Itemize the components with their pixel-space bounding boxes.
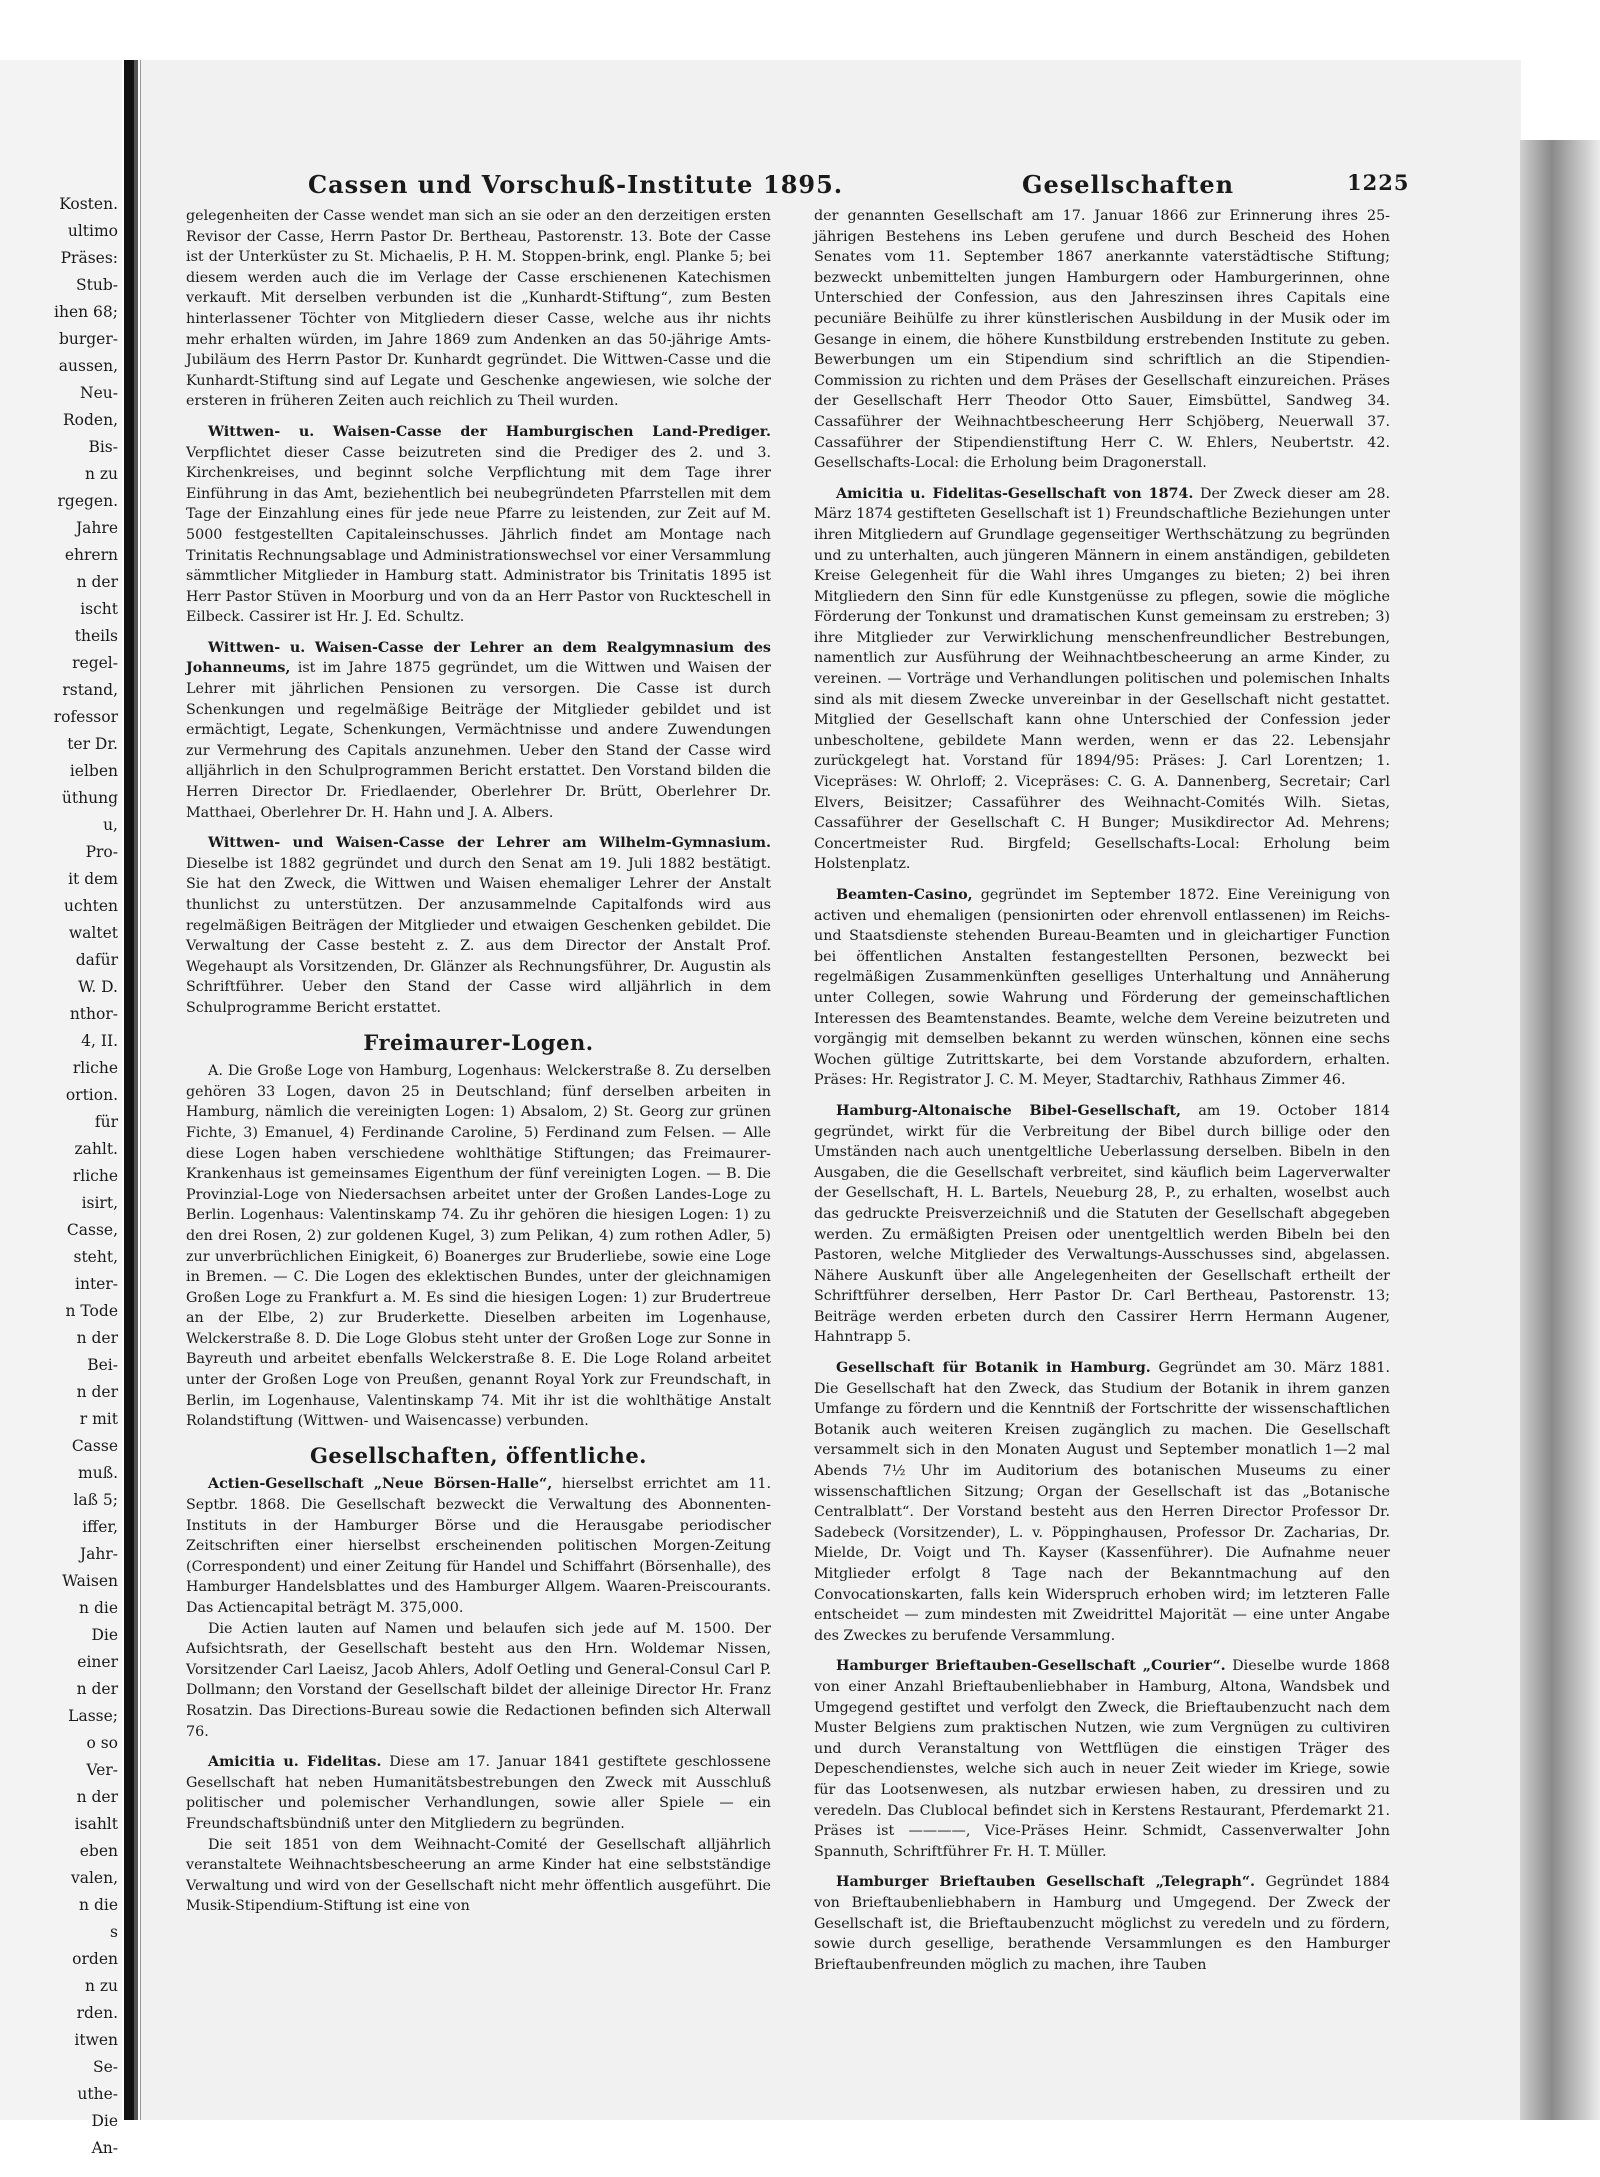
facing-page-text-fragment: Bei- (87, 1356, 118, 1374)
facing-page-text-fragment: rofessor (53, 708, 118, 726)
facing-page-text-fragment: n Tode (65, 1302, 118, 1320)
facing-page-text-fragment: Pro- (85, 843, 118, 861)
facing-page-text-fragment: Se- (92, 2058, 118, 2076)
facing-page-text-fragment: laß 5; (73, 1491, 118, 1509)
facing-page-text-fragment: W. D. (78, 978, 118, 996)
facing-page-text-fragment: Ver- (86, 1761, 118, 1779)
entry-body: hierselbst errichtet am 11. Septbr. 1868. Die Gesellschaft bezweckt die Verwaltung des Abonnenten-Instituts in der Hamburger Börse und die Herausgabe periodischer Zeitschriften einer hierselbst erscheinenden politischen Morgen-Zeitung (Correspondent) und einer Zeitung für Handel und Schiffahrt (Börsenhalle), des Hamburger Handelsblattes und des Hamburger Allgem. Waaren-Preiscourants. Das Actiencapital beträgt M. 375,000. (186, 1476, 771, 1616)
entry (814, 1101, 1390, 1348)
facing-page-text-fragment: Casse, (66, 1221, 118, 1239)
facing-page-text-fragment: orden (72, 1950, 118, 1968)
entry-body: gegründet im September 1872. Eine Vereinigung von activen und ehemaligen (pensionirten oder ehrenvoll entlassenen) im Reichs- und Staatsdienste stehenden Bureau-Beamten und in gleichartiger Function bei öffentlichen Anstalten festangestellten Personen, bezweckt bei regelmäßigen Zusammenkünften geselliges Unterhaltung und Annäherung unter Collegen, sowie Wahrung und Förderung der gemeinschaftlichen Interessen des Beamtenstandes. Beamte, welche dem Vereine beizutreten und vorgängig mit demselben bekannt zu werden wünschen, können eine sechs Wochen gültige Zutrittskarte, bei dem Vorstande abzufordern, erhalten. Präses: Hr. Registrator J. C. M. Meyer, Stadtarchiv, Rathhaus Zimmer 46. (814, 887, 1391, 1089)
facing-page-text-fragment: für (94, 1113, 118, 1131)
facing-page-text-fragment: muß. (78, 1464, 118, 1482)
facing-page-text-fragment: inter- (75, 1275, 118, 1293)
facing-page-text-fragment: valen, (70, 1869, 118, 1887)
facing-page-text-fragment: rden. (76, 2004, 118, 2022)
facing-page-text-fragment: Casse (71, 1437, 118, 1455)
entry (814, 1656, 1390, 1862)
facing-page-text-fragment: Lasse; (68, 1707, 118, 1725)
facing-page-text-fragment: Waisen (62, 1572, 118, 1590)
entry (186, 638, 771, 823)
facing-page-text-fragment: rliche (72, 1059, 118, 1077)
entry-title: Hamburger Brieftauben Gesellschaft „Telegraph“. (836, 1874, 1256, 1891)
facing-page-text-fragment: ielben (69, 762, 118, 780)
page-number: 1225 (1347, 170, 1410, 195)
facing-page-text-fragment: regel- (72, 654, 118, 672)
facing-page-text-fragment: zahlt. (74, 1140, 118, 1158)
facing-page-text-fragment: eben (79, 1842, 118, 1860)
facing-page-text-fragment: s (110, 1923, 118, 1941)
facing-page-text-fragment: isirt, (81, 1194, 118, 1212)
facing-page-text-fragment: isahlt (74, 1815, 118, 1833)
facing-page-text-fragment: itwen (74, 2031, 118, 2049)
entry-title: Gesellschaft für Botanik in Hamburg. (836, 1360, 1151, 1377)
facing-page-text-fragment: rgegen. (57, 492, 118, 510)
facing-page-text-fragment: u, (103, 816, 118, 834)
entry-title: Beamten-Casino, (836, 887, 973, 903)
facing-page-text-fragment: n der (76, 573, 118, 591)
facing-page-text-fragment: uchten (63, 897, 118, 915)
facing-page-text-fragment: Neu- (80, 384, 118, 402)
entry (186, 422, 771, 628)
facing-page-text-fragment: üthung (61, 789, 118, 807)
facing-page-text-fragment: o so (86, 1734, 118, 1752)
entry (186, 1752, 771, 1834)
entry-title: Amicitia u. Fidelitas. (208, 1754, 382, 1771)
facing-page-text-fragment: nthor- (69, 1005, 118, 1023)
entry-body: am 19. October 1814 gegründet, wirkt für die Verbreitung der Bibel durch billige oder den Umständen nach auch unentgeltliche Ueberlassung derselben. Bibeln in den Ausgaben, die die Gesellschaft verbreitet, sind käuflich beim Lagerverwalter der Gesellschaft, H. L. Bartels, Neueburg 28, P., zu erhalten, woselbst auch das gedruckte Preisverzeichniß und die Statuten der Gesellschaft abgegeben werden. Zu ermäßigten Preisen oder unentgeltlich werden Bibeln bei den Pastoren, welche Mitglieder des Verwaltungs-Ausschusses sind, abgelassen. Nähere Auskunft über alle Angelegenheiten der Gesellschaft ertheilt der Schriftführer derselben, Herr Pastor Dr. Carl Bertheau, Pastorenstr. 13; Beiträge werden erbeten durch den Cassirer Herrn Hermann Augener, Hahntrapp 5. (814, 1102, 1390, 1346)
facing-page-text-fragment: n die (79, 1896, 118, 1914)
entry-body: Die seit 1851 von dem Weihnacht-Comité der Gesellschaft alljährlich veranstaltete Weihnachtsbescheerung an arme Kinder hat eine selbstständige Verwaltung und wird von der Gesellschaft nicht mehr öffentlich ausgeführt. Die Musik-Stipendium-Stiftung ist eine von (186, 1836, 771, 1915)
facing-page-text-fragment: Jahr- (79, 1545, 118, 1563)
entry-body: Verpflichtet dieser Casse beizutreten sind die Prediger des 2. und 3. Kirchenkreises, und beginnt solche Verpflichtung mit dem Tage ihrer Einführung in das Amt, beziehentlich bei neubegründeten Pfarrstellen mit dem Tage der Einzahlung eines für jede neue Pfarre zu leistenden, zur Zeit auf M. 5000 festgestellten Capitaleinschusses. Jährlich findet am Montage nach Trinitatis Rechnungsablage und Administrationswechsel vor einer Versammlung sämmtlicher Mitglieder in Hamburg statt. Administrator bis Trinitatis 1895 ist Herr Pastor Stüven in Moorburg und von da an Herr Pastor von Ruckteschell in Eilbeck. Cassirer ist Hr. J. Ed. Schultz. (186, 444, 771, 626)
right-column (814, 206, 1390, 1975)
entry (814, 1872, 1390, 1975)
facing-page-text-fragment: Roden, (62, 411, 118, 429)
facing-page-text-fragment: ter Dr. (67, 735, 118, 753)
facing-page-text-fragment: 4, II. (81, 1032, 118, 1050)
entry-body: Dieselbe wurde 1868 von einer Anzahl Brieftaubenliebhaber in Hamburg, Altona, Wandsbek und Umgegend gestiftet und verfolgt den Zweck, die Brieftaubenzucht nach dem Muster Belgiens zum praktischen Nutzen, wie zum Vergnügen zu cultiviren und durch Veranstaltung von Wettflügen die einstigen Träger des Depeschendienstes, welche sich auch in neuer Zeit wieder im Kriege, sowie für das Lootsenwesen, als nutzbar erwiesen haben, zu dressiren und zu veredeln. Das Clublocal befindet sich in Kerstens Restaurant, Pferdemarkt 21. Präses ist ————, Vice-Präses Heinr. Schmidt, Cassenverwalter John Spannuth, Schriftführer Fr. H. T. Müller. (814, 1658, 1390, 1860)
running-head-left: Cassen und Vorschuß-Institute (308, 170, 754, 199)
facing-page-text-fragment: n der (76, 1329, 118, 1347)
facing-page-text-fragment: An- (91, 2139, 118, 2157)
facing-page-text-fragment: Die (91, 1626, 118, 1644)
facing-page-text-fragment: n zu (84, 1977, 118, 1995)
facing-page-text-fragment: uthe- (77, 2085, 118, 2103)
facing-page-text-fragment: Stub- (76, 276, 118, 294)
facing-page-text-fragment: n der (76, 1788, 118, 1806)
facing-page-text-fragment: rstand, (62, 681, 118, 699)
facing-page-text-fragment: ehrern (64, 546, 118, 564)
entry (814, 885, 1390, 1091)
running-head-year: 1895. (763, 170, 844, 199)
entry-title: Actien-Gesellschaft „Neue Börsen-Halle“, (208, 1476, 553, 1493)
facing-page-text-fragment: n zu (84, 465, 118, 483)
facing-page-text-fragment: aussen, (58, 357, 118, 375)
facing-page-text-fragment: Bis- (88, 438, 118, 456)
facing-page-text-fragment: r mit (79, 1410, 118, 1428)
facing-page-text-fragment: n der (76, 1383, 118, 1401)
entry (186, 833, 771, 1018)
facing-page-text-fragment: waltet (68, 924, 118, 942)
facing-page-text-fragment: n der (76, 1680, 118, 1698)
entry-body: ist im Jahre 1875 gegründet, um die Wittwen und Waisen der Lehrer mit jährlichen Pensionen zu versorgen. Die Casse ist durch Schenkungen und regelmäßige Beiträge der Mitglieder gebildet und ist ermächtigt, Legate, Schenkungen, Vermächtnisse und andere Zuwendungen zur Vermehrung des Capitals anzunehmen. Ueber den Stand der Casse wird alljährlich in den Schulprogrammen Bericht erstattet. Den Vorstand bilden die Herren Director Dr. Friedlaender, Oberlehrer Dr. Brütt, Oberlehrer Dr. Matthaei, Oberlehrer Dr. H. Hahn und J. A. Albers. (186, 660, 771, 821)
facing-page-text-fragment: iffer, (82, 1518, 118, 1536)
facing-page-text-fragment: ortion. (65, 1086, 118, 1104)
facing-page-text-fragment: ischt (80, 600, 118, 618)
entry-body: A. Die Große Loge von Hamburg, Logenhaus: Welckerstraße 8. Zu derselben gehören 33 Logen, davon 25 in Deutschland; fünf derselben arbeiten in Hamburg, nämlich die vereinigten Logen: 1) Absalom, 2) St. Georg zur grünen Fichte, 3) Emanuel, 4) Ferdinande Caroline, 5) Ferdinand zum Felsen. — Alle diese Logen haben verschiedene wohlthätige Stiftungen; das Freimaurer-Krankenhaus ist gemeinsames Eigenthum der fünf vereinigten Logen. — B. Die Provinzial-Loge von Niedersachsen arbeitet unter der Großen Landes-Loge zu Berlin. Logenhaus: Valentinskamp 74. Zu ihr gehören die hiesigen Logen: 1) zu den drei Rosen, 2) zur goldenen Kugel, 3) zum Pelikan, 4) zum rothen Adler, 5) zur unverbrüchlichen Einigkeit, 6) Boanerges zur Bruderliebe, sowie eine Loge in Bremen. — C. Die Logen des eklektischen Bundes, unter der gleichnamigen Großen Loge zu Frankfurt a. M. Es sind die hiesigen Logen: 1) zur Brudertreue an der Elbe, 2) zur Bruderkette. Dieselben arbeiten im Logenhause, Welckerstraße 8. D. Die Loge Globus steht unter der Großen Loge zur Sonne in Bayreuth und arbeitet ebenfalls Welckerstraße 8. E. Die Loge Roland arbeitet unter der Großen Loge von Preußen, genannt Royal York zur Freundschaft, in Berlin, im Logenhause, Valentinskamp 74. Mit ihr ist die wohlthätige Anstalt Rolandstiftung (Wittwen- und Waisencasse) verbunden. (186, 1063, 771, 1430)
facing-page-text-fragment: rliche (72, 1167, 118, 1185)
facing-page-text-fragment: Kosten. (59, 195, 118, 213)
entry (186, 1474, 771, 1618)
entry-body: Der Zweck dieser am 28. März 1874 gestifteten Gesellschaft ist 1) Freundschaftliche Beziehungen unter ihren Mitgliedern auf Grundlage gegenseitiger Werthschätzung zu begründen und zu unterhalten, auch jüngeren Männern in einem anständigen, gebildeten Kreise Gelegenheit für die Wahl ihres Umganges zu bieten; 2) bei ihren Mitgliedern den Sinn für edle Kunstgenüsse zu pflegen, sowie die mögliche Förderung der Tonkunst und dramatischen Kunst gemeinsam zu erstreben; 3) ihre Mitglieder zur Verwirklichung menschenfreundlicher Bestrebungen, namentlich zur Ausführung der Weihnachtbescheerung an arme Kinder, zu vereinen. — Vorträge und Verhandlungen politischen und polemischen Inhalts sind als mit diesem Zwecke unvereinbar in der Gesellschaft nicht gestattet. Mitglied der Gesellschaft kann ohne Unterschied der Confession jeder unbescholtene, gebildete Mann werden, wenn er das 22. Lebensjahr zurückgelegt hat. Vorstand für 1894/95: Präses: J. Carl Lorentzen; 1. Vicepräses: W. Ohrloff; 2. Vicepräses: C. G. A. Dannenberg, Secretair; Carl Elvers, Beisitzer; Cassaführer des Weihnacht-Comités Wilh. Sietas, Cassaführer der Gesellschaft C. H Bunger; Musikdirector Ad. Mehrens; Concertmeister Rud. Birgfeld; Gesellschafts-Local: Erholung beim Holstenplatz. (814, 485, 1391, 873)
left-column (186, 206, 771, 1917)
entry-title: Wittwen- und Waisen-Casse der Lehrer am Wilhelm-Gymnasium. (208, 835, 771, 852)
facing-page-text-fragment: Die (91, 2112, 118, 2130)
page-edge (1520, 140, 1600, 2120)
entry-title: Wittwen- u. Waisen-Casse der Hamburgischen Land-Prediger. (208, 423, 771, 440)
section-heading: Gesellschaften, öffentliche. (310, 1442, 647, 1468)
entry-title: Hamburg-Altonaische Bibel-Gesellschaft, (836, 1102, 1181, 1119)
facing-page-text-fragment: ultimo (67, 222, 118, 240)
facing-page-text-fragment: it dem (68, 870, 118, 888)
entry (814, 484, 1390, 875)
entry-title: Amicitia u. Fidelitas-Gesellschaft von 1874. (836, 485, 1194, 502)
entry-title: Wittwen- u. Waisen-Casse der Lehrer an dem Realgymnasium des Johanneums, (186, 639, 771, 677)
book-gutter-shadow (134, 60, 138, 2120)
facing-page-text-fragment: Jahre (75, 519, 118, 537)
facing-page-text-fragment: theils (74, 627, 118, 645)
facing-page-text-fragment: burger- (58, 330, 118, 348)
entry-body: Gegründet 1884 von Brieftaubenliebhabern in Hamburg und Umgegend. Der Zweck der Gesellschaft ist, die Brieftaubenzucht möglichst zu veredeln und zu fördern, sowie durch gesellige, berathende Versammlungen es den Hamburger Brieftaubenfreunden möglich zu machen, ihre Tauben (814, 1874, 1391, 1973)
facing-page-text-fragment: Präses: (60, 249, 118, 267)
facing-page-text-fragment: einer (77, 1653, 118, 1671)
facing-page-text-fragment: ihen 68; (54, 303, 118, 321)
entry-body: Die Actien lauten auf Namen und belaufen sich jede auf M. 1500. Der Aufsichtsrath, der Gesellschaft besteht aus den Hrn. Woldemar Nissen, Vorsitzender Carl Laeisz, Jacob Ahlers, Adolf Oetling und General-Consul Carl P. Dollmann; den Vorstand der Gesellschaft bildet der alleinige Director Hr. Franz Rosatzin. Das Directions-Bureau sowie die Redactionen befinden sich Alterwall 76. (186, 1620, 771, 1740)
entry-body: Diese am 17. Januar 1841 gestiftete geschlossene Gesellschaft hat neben Humanitätsbestrebungen den Zweck mit Ausschluß politischer und polemischer Verhandlungen, sowie aller Spiele — ein Freundschaftsbündniß unter den Mitgliedern zu begründen. (186, 1754, 771, 1832)
running-head-right: Gesellschaften (1022, 170, 1235, 199)
entry-title: Hamburger Brieftauben-Gesellschaft „Courier“. (836, 1658, 1226, 1675)
section-heading: Freimaurer-Logen. (363, 1029, 594, 1055)
entry-body: Gegründet am 30. März 1881. Die Gesellschaft hat den Zweck, das Studium der Botanik in ihrem ganzen Umfange zu fördern und die Kenntniß der Fortschritte der wissenschaftlichen Botanik auch weiteren Kreisen zugänglich zu machen. Die Gesellschaft versammelt sich in den Monaten August und September monatlich 1—2 mal Abends 7½ Uhr im Auditorium des botanischen Museums zu einer wissenschaftlichen Sitzung; Organ der Gesellschaft ist das „Botanische Centralblatt“. Der Vorstand besteht aus den Herren Director Professor Dr. Sadebeck (Vorsitzender), L. v. Pöppinghausen, Professor Dr. Zacharias, Dr. Mielde, Dr. Voigt und Th. Kayser (Kassenführer). Die Aufnahme neuer Mitglieder erfolgt 8 Tage nach der Bekanntmachung auf den Convocationskarten, falls kein Widerspruch erhoben wird; im letzteren Falle entscheidet — zum mindesten mit Zweidrittel Majorität — eine unter Angabe des Zweckes zu berufende Versammlung. (814, 1360, 1391, 1644)
entry (814, 1358, 1390, 1646)
entry-body: Dieselbe ist 1882 gegründet und durch den Senat am 19. Juli 1882 bestätigt. Sie hat den Zweck, die Wittwen und Waisen ehemaliger Lehrer der Anstalt thunlichst zu unterstützen. Der anzusammelnde Capitalfonds wird aus regelmäßigen Beiträgen der Mitglieder und etwaigen Geschenken gebildet. Die Verwaltung der Casse besteht z. Z. aus dem Director der Anstalt Prof. Wegehaupt als Vorsitzenden, Dr. Glänzer als Rechnungsführer, Dr. Augustin als Schriftführer. Ueber den Stand der Casse wird alljährlich in dem Schulprogramme Bericht erstattet. (186, 855, 771, 1016)
facing-page-text-fragment: dafür (75, 951, 118, 969)
facing-page-fragment (0, 60, 122, 2157)
facing-page-text-fragment: steht, (73, 1248, 118, 1266)
continued-text: gelegenheiten der Casse wendet man sich an sie oder an den derzeitigen ersten Revisor der Casse, Herrn Pastor Dr. Bertheau, Pastorenstr. 13. Bote der Casse ist der Unterküster zu St. Michaelis, P. H. M. Stoppen-brink, engl. Planke 5; bei diesem werden auch die im Verlage der Casse erschienenen Katechismen verkauft. Mit derselben verbunden ist die „Kunhardt-Stiftung“, zum Besten hinterlassener Töchter von Mitgliedern dieser Casse, welche aus ihr nichts mehr erhalten würden, im Jahre 1869 zum Andenken an das 50-jährige Amts-Jubiläum des Herrn Pastor Dr. Kunhardt gegründet. Die Wittwen-Casse und die Kunhardt-Stiftung sind auf Legate und Geschenke angewiesen, wie solche der ersteren in früheren Zeiten auch reichlich zu Theil wurden. (186, 208, 771, 410)
facing-page-text-fragment: n die (79, 1599, 118, 1617)
book-gutter (124, 60, 134, 2120)
continued-text: der genannten Gesellschaft am 17. Januar 1866 zur Erinnerung ihres 25-jährigen Bestehens ins Leben gerufene und durch Bescheid des Hohen Senates vom 11. September 1867 anerkannte vaterstädtische Stiftung; bezweckt unbemittelten jungen Hamburgern oder Hamburgerinnen, ohne Unterschied der Confession, aus den Jahreszinsen ihres Capitals eine pecuniäre Beihülfe zu ihrer künstlerischen Ausbildung in der Musik oder im Gesange in einem, die höhere Kunstbildung erstrebenden Institute zu geben. Bewerbungen um ein Stipendium sind schriftlich an die Stipendien-Commission zu richten und dem Präses der Gesellschaft einzureichen. Präses der Gesellschaft Herr Theodor Otto Sauer, Eimsbüttel, Sandweg 34. Cassaführer der Weihnachtbescheerung Herr Schjöberg, Neuerwall 37. Cassaführer der Stipendienstiftung Herr C. W. Ehlers, Neubertstr. 42. Gesellschafts-Local: die Erholung beim Dragonerstall. (814, 208, 1390, 472)
